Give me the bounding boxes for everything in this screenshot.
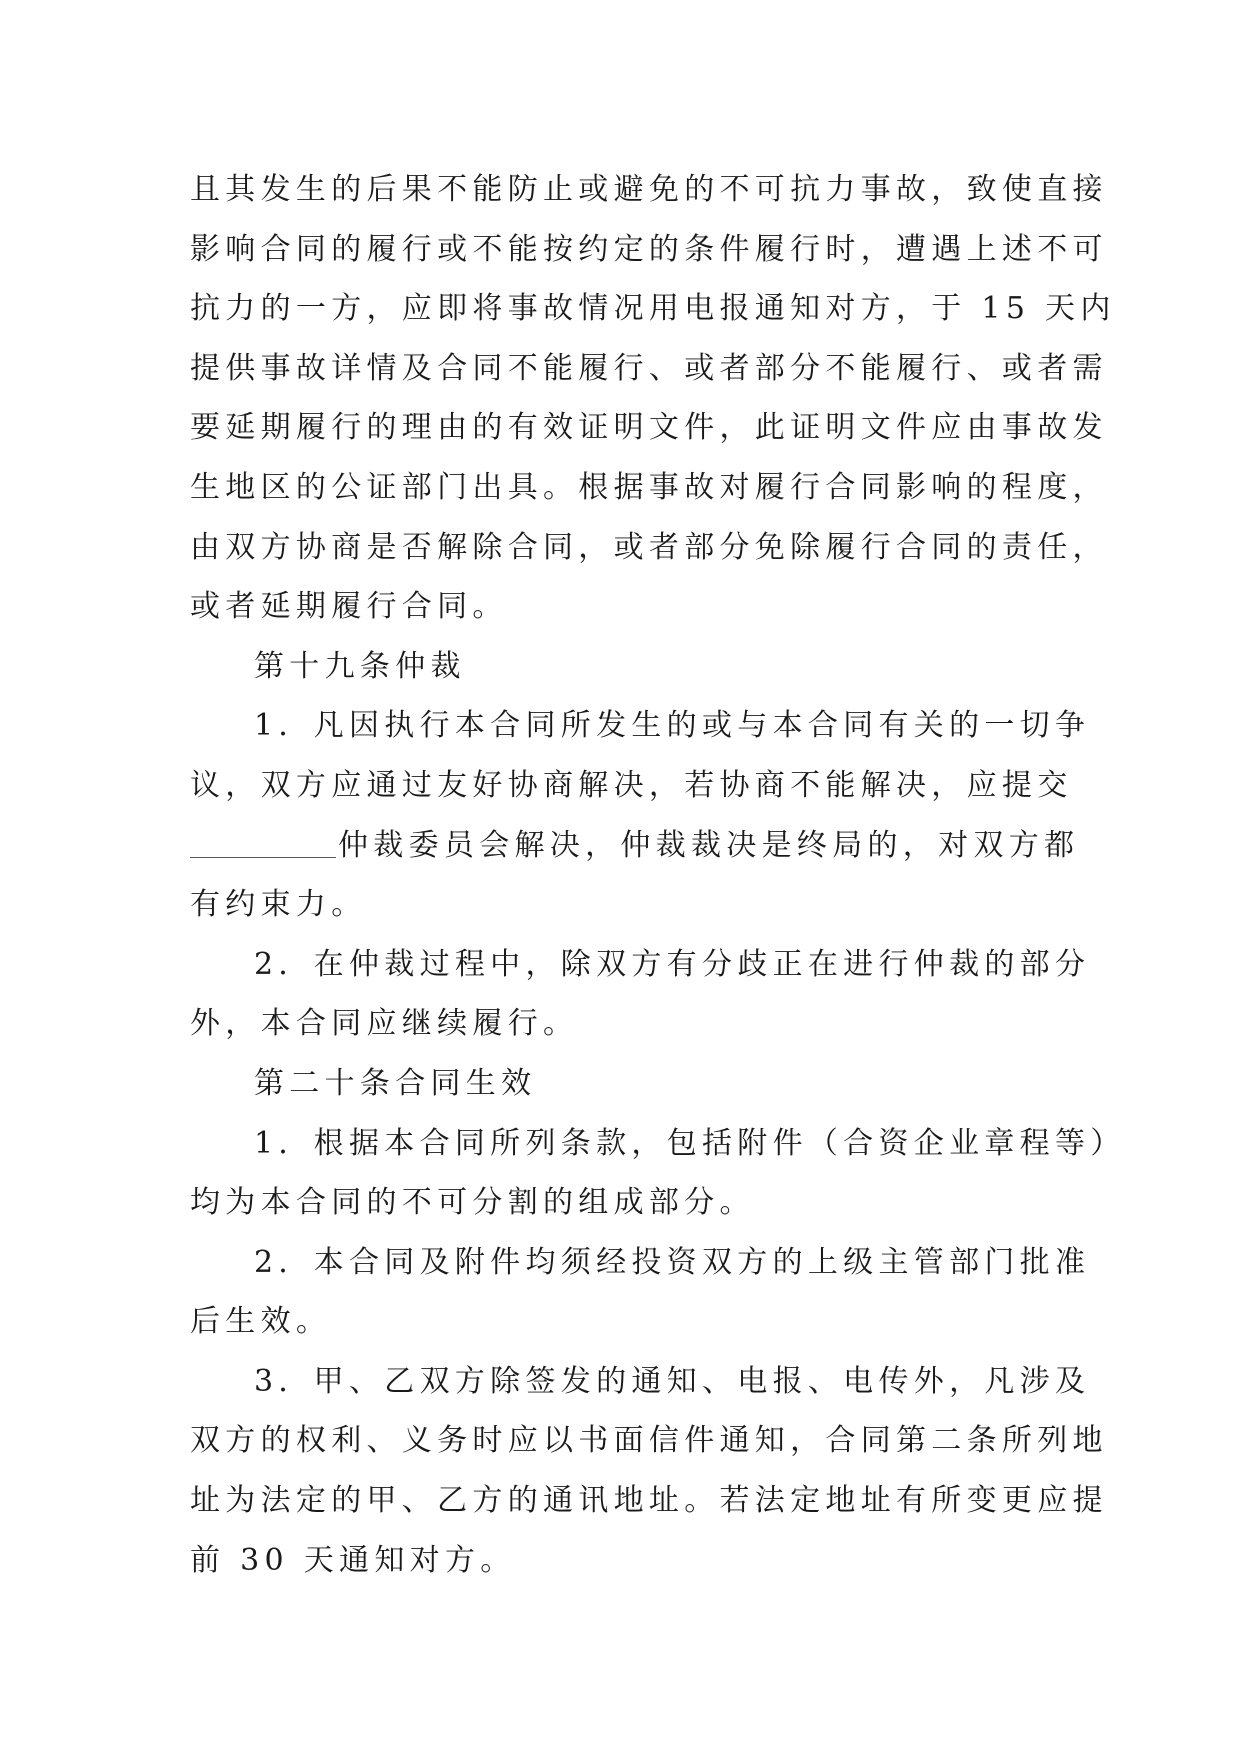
paragraph-line: 2．在仲裁过程中，除双方有分歧正在进行仲裁的部分: [254, 946, 1091, 982]
paragraph-line: [190, 816, 1080, 876]
paragraph-line: 2．本合同及附件均须经投资双方的上级主管部门批准: [254, 1244, 1091, 1280]
paragraph-line: 抗力的一方，应即将事故情况用电报通知对方，于 15 天内: [190, 291, 1116, 327]
paragraph-line: 均为本合同的不可分割的组成部分。: [190, 1185, 755, 1221]
paragraph-line: 3．甲、乙双方除签发的通知、电报、电传外，凡涉及: [254, 1363, 1091, 1399]
paragraph-line-text: 仲裁委员会解决，仲裁裁决是终局的，对双方都: [338, 827, 1080, 863]
paragraph-line: 影响合同的履行或不能按约定的条件履行时，遭遇上述不可: [190, 231, 1108, 267]
paragraph-line: 1．根据本合同所列条款，包括附件（合资企业章程等）: [254, 1125, 1126, 1161]
paragraph-line: 且其发生的后果不能防止或避免的不可抗力事故，致使直接: [190, 172, 1108, 207]
paragraph-line: 或者延期履行合同。: [190, 589, 508, 625]
paragraph-line: 址为法定的甲、乙方的通讯地址。若法定地址有所变更应提: [190, 1483, 1108, 1519]
paragraph-line: 生地区的公证部门出具。根据事故对履行合同影响的程度，: [190, 469, 1108, 505]
paragraph-line: 议，双方应通过友好协商解决，若协商不能解决，应提交: [190, 767, 1073, 803]
blank-fill-line: [190, 827, 336, 858]
paragraph-line: 提供事故详情及合同不能履行、或者部分不能履行、或者需: [190, 350, 1108, 386]
paragraph-line: 1．凡因执行本合同所发生的或与本合同有关的一切争: [254, 708, 1091, 744]
paragraph-line: 双方的权利、义务时应以书面信件通知，合同第二条所列地: [190, 1423, 1108, 1459]
paragraph-line: 由双方协商是否解除合同，或者部分免除履行合同的责任，: [190, 529, 1108, 565]
article-19-heading: 第十九条仲裁: [254, 648, 466, 684]
paragraph-line: 外，本合同应继续履行。: [190, 1006, 579, 1042]
article-20-heading: 第二十条合同生效: [254, 1065, 537, 1101]
document-page: [190, 160, 1126, 1590]
paragraph-line: 前 30 天通知对方。: [190, 1542, 516, 1578]
paragraph-line: 有约束力。: [190, 887, 367, 923]
paragraph-line: 要延期履行的理由的有效证明文件，此证明文件应由事故发: [190, 410, 1108, 446]
paragraph-line: 后生效。: [190, 1304, 332, 1340]
